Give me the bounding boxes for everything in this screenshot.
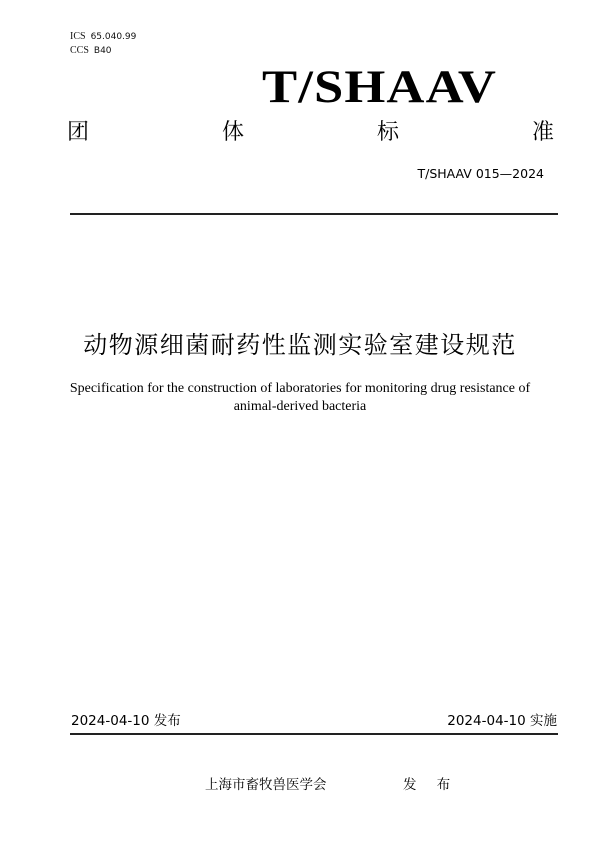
ccs-code bbox=[70, 45, 112, 57]
ccs-label: CCS bbox=[70, 45, 89, 56]
standard-type-char: 体 bbox=[221, 120, 244, 145]
release-date: 2024-04-10 发布 bbox=[71, 713, 181, 729]
standard-type-char: 准 bbox=[531, 120, 554, 145]
document-title-chinese: 动物源细菌耐药性监测实验室建设规范 bbox=[83, 331, 517, 359]
ics-label: ICS bbox=[70, 31, 86, 42]
footer-divider bbox=[70, 733, 558, 735]
org-code-logo: T/SHAAV bbox=[262, 61, 498, 113]
header-divider bbox=[70, 213, 558, 215]
english-title-line-1: Specification for the construction of laboratories for monitoring drug resistance of bbox=[69, 381, 531, 396]
standard-number: T/SHAAV 015—2024 bbox=[417, 166, 544, 181]
standard-type-char: 标 bbox=[376, 120, 399, 145]
english-title-line-2: animal-derived bacteria bbox=[233, 399, 367, 414]
publisher-name: 上海市畜牧兽医学会 bbox=[205, 777, 327, 793]
standard-type bbox=[67, 119, 554, 147]
ics-value: 65.040.99 bbox=[90, 32, 137, 42]
document-title-english bbox=[0, 381, 600, 415]
implementation-date: 2024-04-10 实施 bbox=[447, 713, 557, 729]
ccs-value: B40 bbox=[93, 46, 112, 56]
ics-code bbox=[70, 31, 136, 43]
publish-label: 发 布 bbox=[403, 777, 459, 793]
standard-type-char: 团 bbox=[67, 120, 90, 145]
